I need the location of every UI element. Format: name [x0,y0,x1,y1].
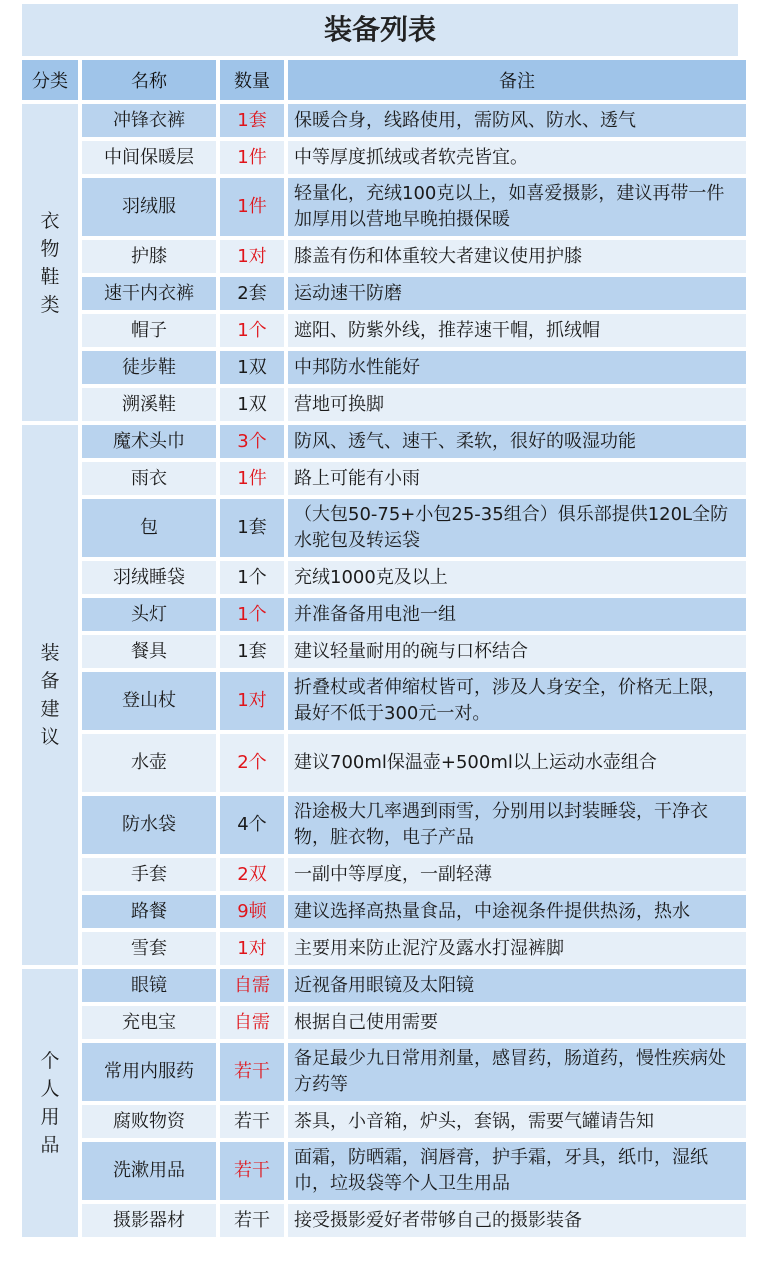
table-row [22,462,746,495]
item-quantity: 自需 [220,1006,284,1039]
table-row [22,277,746,310]
table-row [22,178,746,236]
item-quantity: 1个 [220,314,284,347]
item-quantity: 4个 [220,796,284,854]
table-header-row [22,60,746,100]
table-row [22,796,746,854]
item-name: 水壶 [82,734,216,792]
item-name: 雪套 [82,932,216,965]
item-name: 冲锋衣裤 [82,104,216,137]
item-note: 折叠杖或者伸缩杖皆可，涉及人身安全，价格无上限，最好不低于300元一对。 [288,672,746,730]
item-note: 并准备备用电池一组 [288,598,746,631]
table-row [22,351,746,384]
item-note: 建议选择高热量食品，中途视条件提供热汤，热水 [288,895,746,928]
item-name: 洗漱用品 [82,1142,216,1200]
table-row [22,1204,746,1237]
item-name: 路餐 [82,895,216,928]
item-quantity: 若干 [220,1204,284,1237]
item-note: 防风、透气、速干、柔软，很好的吸湿功能 [288,425,746,458]
table-row [22,561,746,594]
item-quantity: 1双 [220,388,284,421]
table-row [22,635,746,668]
table-row [22,1006,746,1039]
table-row [22,932,746,965]
item-quantity: 1个 [220,561,284,594]
header-quantity: 数量 [220,60,284,100]
table-row [22,240,746,273]
item-quantity: 9顿 [220,895,284,928]
item-name: 溯溪鞋 [82,388,216,421]
item-name: 防水袋 [82,796,216,854]
header-note: 备注 [288,60,746,100]
item-quantity: 3个 [220,425,284,458]
item-note: 中等厚度抓绒或者软壳皆宜。 [288,141,746,174]
table-row [22,969,746,1002]
item-quantity: 1套 [220,635,284,668]
category-cell [22,969,78,1237]
item-quantity: 1件 [220,178,284,236]
item-note: 根据自己使用需要 [288,1006,746,1039]
item-name: 羽绒睡袋 [82,561,216,594]
item-note: 遮阳、防紫外线，推荐速干帽，抓绒帽 [288,314,746,347]
table-row [22,499,746,557]
item-note: 中邦防水性能好 [288,351,746,384]
item-name: 徒步鞋 [82,351,216,384]
item-note: 近视备用眼镜及太阳镜 [288,969,746,1002]
item-quantity: 1对 [220,672,284,730]
item-quantity: 1对 [220,240,284,273]
item-quantity: 若干 [220,1142,284,1200]
item-note: 备足最少九日常用剂量，感冒药，肠道药，慢性疾病处方药等 [288,1043,746,1101]
item-quantity: 自需 [220,969,284,1002]
table-row [22,598,746,631]
item-name: 雨衣 [82,462,216,495]
item-note: 膝盖有伤和体重较大者建议使用护膝 [288,240,746,273]
item-name: 中间保暖层 [82,141,216,174]
item-quantity: 2双 [220,858,284,891]
item-note: 沿途极大几率遇到雨雪，分别用以封装睡袋，干净衣物，脏衣物，电子产品 [288,796,746,854]
item-name: 羽绒服 [82,178,216,236]
table-row [22,425,746,458]
item-quantity: 1双 [220,351,284,384]
item-note: 主要用来防止泥泞及露水打湿裤脚 [288,932,746,965]
item-name: 护膝 [82,240,216,273]
header-name: 名称 [82,60,216,100]
category-label: 个人用品 [40,1050,60,1156]
item-quantity: 1件 [220,462,284,495]
item-name: 头灯 [82,598,216,631]
item-note: 一副中等厚度，一副轻薄 [288,858,746,891]
item-note: 茶具，小音箱，炉头，套锅，需要气罐请告知 [288,1105,746,1138]
table-row [22,858,746,891]
item-name: 登山杖 [82,672,216,730]
table-row [22,734,746,792]
table-row [22,1105,746,1138]
category-label: 装备建议 [40,642,60,748]
item-name: 眼镜 [82,969,216,1002]
item-note: 建议700ml保温壶+500ml以上运动水壶组合 [288,734,746,792]
item-quantity: 若干 [220,1105,284,1138]
item-note: 面霜，防晒霜，润唇膏，护手霜，牙具，纸巾，湿纸巾，垃圾袋等个人卫生用品 [288,1142,746,1200]
item-quantity: 2套 [220,277,284,310]
item-name: 魔术头巾 [82,425,216,458]
equipment-table [18,56,750,1241]
table-body [22,104,746,1237]
table-row [22,141,746,174]
item-quantity: 若干 [220,1043,284,1101]
item-note: 保暖合身，线路使用，需防风、防水、透气 [288,104,746,137]
item-quantity: 1件 [220,141,284,174]
item-name: 腐败物资 [82,1105,216,1138]
item-quantity: 1对 [220,932,284,965]
table-row [22,388,746,421]
item-name: 帽子 [82,314,216,347]
item-name: 餐具 [82,635,216,668]
item-name: 摄影器材 [82,1204,216,1237]
table-row [22,672,746,730]
item-note: 接受摄影爱好者带够自己的摄影装备 [288,1204,746,1237]
item-note: 充绒1000克及以上 [288,561,746,594]
category-cell [22,425,78,965]
category-label: 衣物鞋类 [40,209,60,316]
item-note: 建议轻量耐用的碗与口杯结合 [288,635,746,668]
table-row [22,314,746,347]
item-quantity: 1个 [220,598,284,631]
table-row [22,104,746,137]
item-note: 营地可换脚 [288,388,746,421]
item-name: 速干内衣裤 [82,277,216,310]
page-title: 装备列表 [22,4,738,56]
item-note: （大包50-75+小包25-35组合）俱乐部提供120L全防水驼包及转运袋 [288,499,746,557]
item-quantity: 1套 [220,104,284,137]
item-name: 包 [82,499,216,557]
item-quantity: 1套 [220,499,284,557]
item-note: 路上可能有小雨 [288,462,746,495]
category-cell [22,104,78,421]
item-name: 手套 [82,858,216,891]
item-name: 充电宝 [82,1006,216,1039]
table-row [22,1043,746,1101]
item-note: 轻量化，充绒100克以上，如喜爱摄影，建议再带一件加厚用以营地早晚拍摄保暖 [288,178,746,236]
table-row [22,1142,746,1200]
table-row [22,895,746,928]
item-name: 常用内服药 [82,1043,216,1101]
header-category: 分类 [22,60,78,100]
item-quantity: 2个 [220,734,284,792]
item-note: 运动速干防磨 [288,277,746,310]
